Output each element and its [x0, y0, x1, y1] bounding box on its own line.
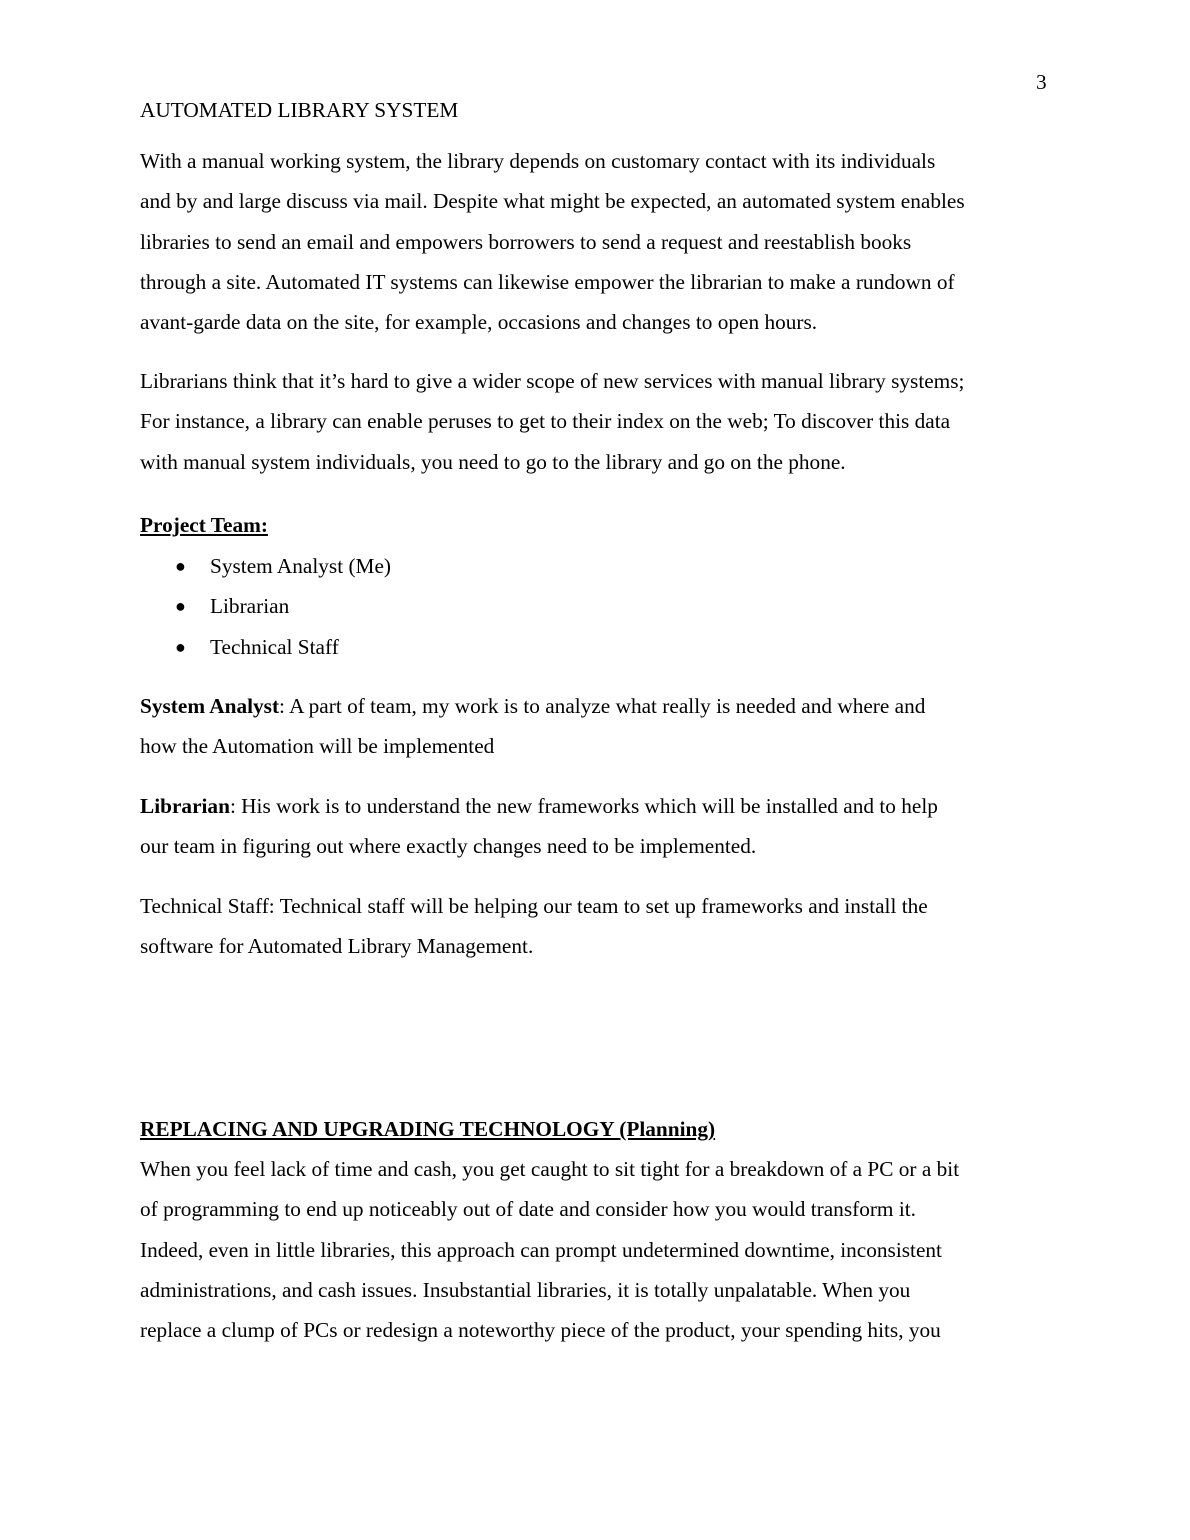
text-line: Librarians think that it’s hard to give a wider scope of new services with manual library systems;: [140, 369, 965, 393]
section-heading: [140, 1109, 1060, 1149]
team-list: [140, 546, 1060, 667]
role-text: : His work is to understand the new frameworks which will be installed and to help: [229, 794, 938, 818]
running-head-text: AUTOMATED LIBRARY SYSTEM: [140, 98, 459, 122]
heading-text: REPLACING AND UPGRADING TECHNOLOGY (Planning): [140, 1117, 716, 1141]
list-item: [140, 546, 1060, 586]
text-line: When you feel lack of time and cash, you get caught to sit tight for a breakdown of a PC or a bit: [140, 1157, 960, 1181]
bullet-icon: ●: [175, 596, 186, 617]
text-line: Indeed, even in little libraries, this approach can prompt undetermined downtime, inconsistent: [140, 1237, 942, 1262]
text-line: our team in figuring out where exactly changes need to be implemented.: [140, 834, 757, 859]
list-item: [140, 586, 1060, 626]
list-item-text: Librarian: [210, 594, 290, 619]
heading-text: Project Team:: [140, 513, 268, 537]
running-head: [140, 90, 1060, 130]
text-line: with manual system individuals, you need to go to the library and go on the phone.: [140, 449, 846, 474]
text-line: software for Automated Library Management.: [140, 934, 534, 959]
text-line: libraries to send an email and empowers borrowers to send a request and reestablish books: [140, 229, 912, 254]
page-number: 3: [1036, 70, 1047, 94]
list-item-text: Technical Staff: [210, 634, 339, 659]
bullet-icon: ●: [175, 556, 186, 576]
text-line: With a manual working system, the library depends on customary contact with its individuals: [140, 149, 936, 173]
text-line: of programming to end up noticeably out of date and consider how you would transform it.: [140, 1197, 916, 1222]
text-line: and by and large discuss via mail. Despite what might be expected, an automated system enables: [140, 189, 965, 214]
role-text: : A part of team, my work is to analyze what really is needed and where and: [279, 694, 926, 718]
text-line: how the Automation will be implemented: [140, 734, 495, 759]
text-line: administrations, and cash issues. Insubstantial libraries, it is totally unpalatable. When you: [140, 1277, 911, 1302]
paragraph-librarians: [140, 361, 1060, 482]
list-item: [140, 627, 1060, 667]
role-librarian: [140, 786, 1060, 867]
bullet-icon: ●: [175, 636, 186, 657]
text-line: [140, 686, 1060, 726]
role-term: Librarian: [140, 794, 230, 818]
list-item-text: System Analyst (Me): [210, 554, 392, 578]
text-line: [140, 786, 1060, 826]
text-line: through a site. Automated IT systems can likewise empower the librarian to make a rundown of: [140, 269, 955, 294]
paragraph-planning: [140, 1149, 1060, 1350]
role-system-analyst: [140, 686, 1060, 767]
role-technical-staff: [140, 886, 1060, 967]
text-line: replace a clump of PCs or redesign a noteworthy piece of the product, your spending hits, you: [140, 1318, 941, 1343]
role-term: System Analyst: [140, 694, 280, 718]
text-line: Technical Staff: Technical staff will be helping our team to set up frameworks and install the: [140, 894, 928, 918]
text-line: avant-garde data on the site, for example, occasions and changes to open hours.: [140, 310, 818, 335]
text-line: For instance, a library can enable peruses to get to their index on the web; To discover this data: [140, 409, 951, 434]
paragraph-intro: [140, 141, 1060, 342]
project-team-heading: [140, 505, 1060, 545]
